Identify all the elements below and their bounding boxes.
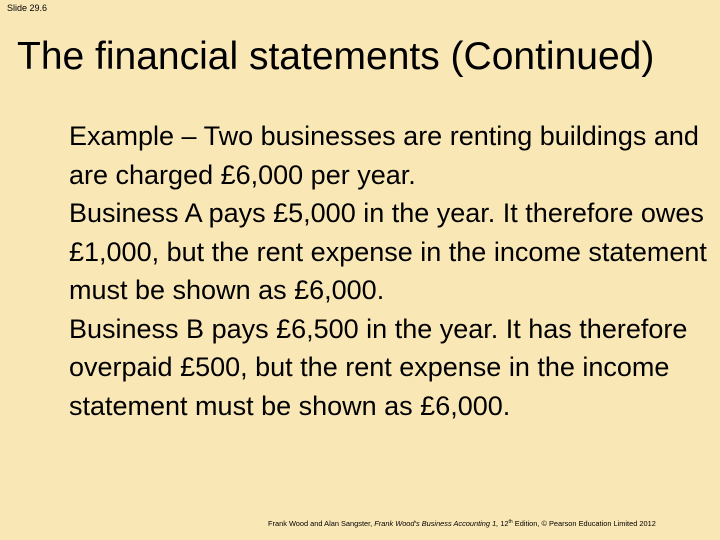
- slide-body: [69, 117, 709, 425]
- body-paragraph-business-a: Business A pays £5,000 in the year. It therefore owes £1,000, but the rent expense in the income statement must be shown as £6,000.: [69, 198, 707, 305]
- footer-edition-number: 12: [500, 519, 509, 528]
- footer-edition-suffix: th: [508, 519, 513, 525]
- body-paragraph-business-b: Business B pays £6,500 in the year. It has therefore overpaid £500, but the rent expense in the income statement must be shown as £6,000.: [69, 313, 688, 421]
- copyright-footer: [268, 517, 708, 529]
- slide-number: Slide 29.6: [7, 3, 48, 13]
- footer-edition-text: Edition, © Pearson Education Limited 2012: [514, 519, 656, 528]
- slide-title: The financial statements (Continued): [17, 35, 655, 78]
- footer-book-title: Frank Wood's Business Accounting 1,: [374, 519, 499, 528]
- body-paragraph-example: Example – Two businesses are renting buildings and are charged £6,000 per year.: [69, 121, 699, 190]
- footer-authors: Frank Wood and Alan Sangster,: [268, 519, 373, 528]
